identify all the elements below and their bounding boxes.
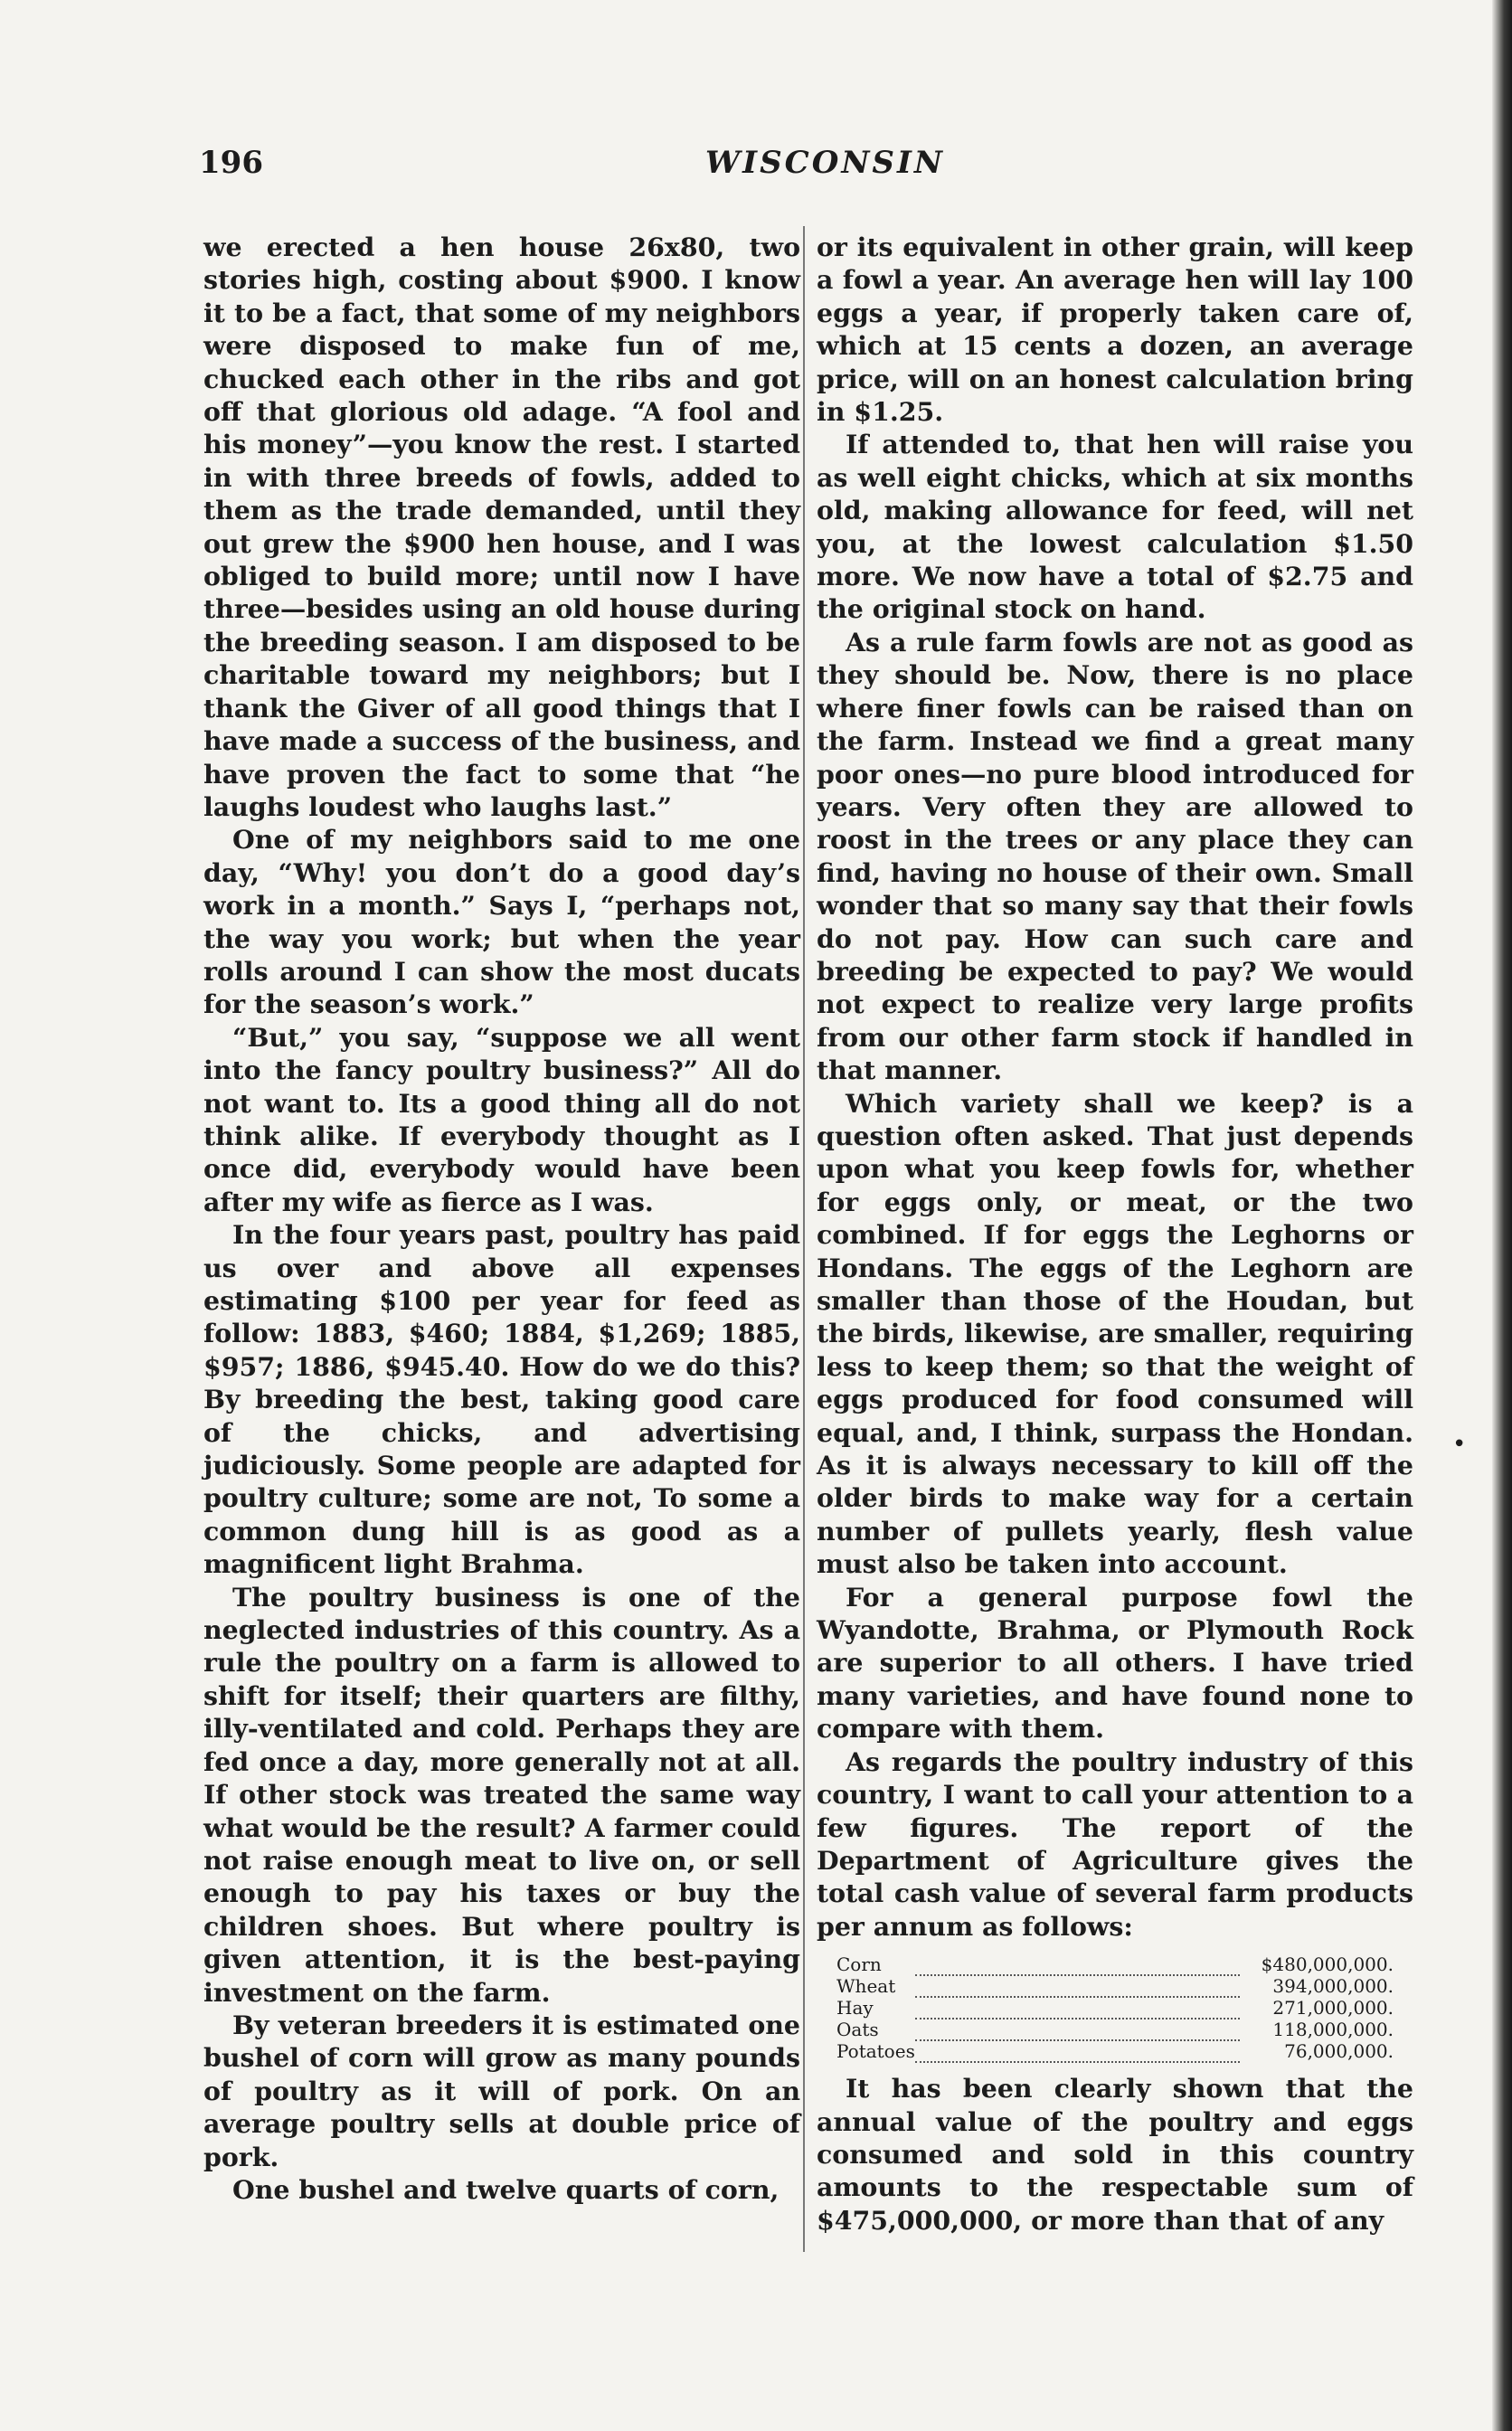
paragraph: As regards the poultry industry of this country, I want to call your attention to a few figures. The report of the Department of Agriculture gives the total cash value of several farm products per annum as follows: xyxy=(817,1745,1413,1942)
paragraph: It has been clearly shown that the annual value of the poultry and eggs consumed and sold in this country amounts to the respectable sum of $475,000,000, or more than that of any xyxy=(817,2073,1413,2236)
page-number: 196 xyxy=(199,145,263,181)
crop-name: Potatoes xyxy=(836,2040,915,2063)
margin-mark: • xyxy=(1452,1431,1467,1458)
crop-value-table xyxy=(836,1953,1394,2063)
leader-dots xyxy=(915,2035,1240,2057)
paragraph: For a general purpose fowl the Wyandotte, Brahma, or Plymouth Rock are superior to all others. I have tried many varieties, and have found none to compare with them. xyxy=(817,1581,1413,1745)
crop-value: 118,000,000. xyxy=(1272,2019,1394,2041)
leader-dots xyxy=(915,1970,1240,1991)
page-header xyxy=(199,145,1438,190)
paragraph: or its equivalent in other grain, will keep a fowl a year. An average hen will lay 100 eggs a year, if properly taken care of, which at 15 cents a dozen, an average price, will on an honest calculation bring in $1.25. xyxy=(817,232,1413,428)
paragraph: The poultry business is one of the neglected industries of this country. As a rule the poultry on a farm is allowed to shift for itself; their quarters are filthy, illy-ventilated and cold. Perhaps they are fed once a day, more generally not at all. If other stock was treated the same way what would be the result? A farmer could not raise enough meat to live on, or sell enough to pay his taxes or buy the children shoes. But where poultry is given attention, it is the best-paying investment on the farm. xyxy=(203,1581,800,2008)
paragraph: One bushel and twelve quarts of corn, xyxy=(232,2173,780,2205)
paragraph: Which variety shall we keep? is a question often asked. That just depends upon what you keep fowls for, whether for eggs only, or meat, or the two combined. If for eggs the Leghorns or Hondans. The eggs of the Leghorn are smaller than those of the Houdan, but the birds, likewise, are smaller, requiring less to keep them; so that the weight of eggs produced for food consumed will equal, and, I think, surpass the Hondan. As it is always necessary to kill off the older birds to make way for a certain number of pullets yearly, flesh value must also be taken into account. xyxy=(817,1087,1413,1580)
column-divider xyxy=(803,226,805,2252)
right-column xyxy=(817,231,1413,2237)
paragraph: By veteran breeders it is estimated one bushel of corn will grow as many pounds of poultry as it will of pork. On an average poultry sells at double price of pork. xyxy=(203,2009,800,2172)
paragraph: we erected a hen house 26x80, two stories high, costing about $900. I know it to be a fact, that some of my neighbors were disposed to make fun of me, chucked each other in the ribs and got off that glorious old adage. “A fool and his money”—you know the rest. I started in with three breeds of fowls, added to them as the trade demanded, until they out grew the $900 hen house, and I was obliged to build more; until now I have three—besides using an old house during the breeding season. I am disposed to be charitable toward my neighbors; but I thank the Giver of all good things that I have made a success of the business, and have proven the fact to some that “he laughs loudest who laughs last.” xyxy=(203,232,800,822)
crop-value: 271,000,000. xyxy=(1272,1997,1394,2020)
leader-dots xyxy=(915,1991,1240,2013)
paragraph: In the four years past, poultry has paid us over and above all expenses estimating $100 per year for feed as follow: 1883, $460; 1884, $1,269; 1885, $957; 1886, $945.40. How do we do this? By breeding the best, taking good care of the chicks, and advertising judiciously. Some people are adapted for poultry culture; some are not, To some a common dung hill is as good as a magnificent light Brahma. xyxy=(203,1219,800,1580)
crop-name: Corn xyxy=(836,1953,882,1976)
page-edge-shadow xyxy=(1492,0,1512,2431)
crop-name: Hay xyxy=(836,1997,874,2020)
running-title: WISCONSIN xyxy=(705,145,945,181)
leader-dots xyxy=(915,1948,1240,1970)
crop-value: 76,000,000. xyxy=(1284,2040,1394,2063)
crop-name: Wheat xyxy=(836,1975,896,1998)
paragraph: As a rule farm fowls are not as good as they should be. Now, there is no place where finer fowls can be raised than on the farm. Instead we find a great many poor ones—no pure blood introduced for years. Very often they are allowed to roost in the trees or any place they can find, having no house of their own. Small wonder that so many say that their fowls do not pay. How can such care and breeding be expected to pay? We would not expect to realize very large profits from our other farm stock if handled in that manner. xyxy=(817,626,1413,1086)
leader-dots xyxy=(915,2013,1240,2035)
left-column xyxy=(203,231,800,2206)
crop-value: $480,000,000. xyxy=(1261,1953,1394,1976)
paragraph: If attended to, that hen will raise you as well eight chicks, which at six months old, making allowance for feed, will net you, at the lowest calculation $1.50 more. We now have a total of $2.75 and the original stock on hand. xyxy=(817,429,1413,625)
crop-value: 394,000,000. xyxy=(1272,1975,1394,1998)
table-row xyxy=(836,2040,1394,2062)
paragraph: One of my neighbors said to me one day, “Why! you don’t do a good day’s work in a month.” Says I, “perhaps not, the way you work; but when the year rolls around I can show the most ducats for the season’s work.” xyxy=(203,824,800,1020)
crop-name: Oats xyxy=(836,2019,879,2041)
paragraph: “But,” you say, “suppose we all went into the fancy poultry business?” All do not want to. Its a good thing all do not think alike. If everybody thought as I once did, everybody would have been after my wife as fierce as I was. xyxy=(203,1021,800,1217)
